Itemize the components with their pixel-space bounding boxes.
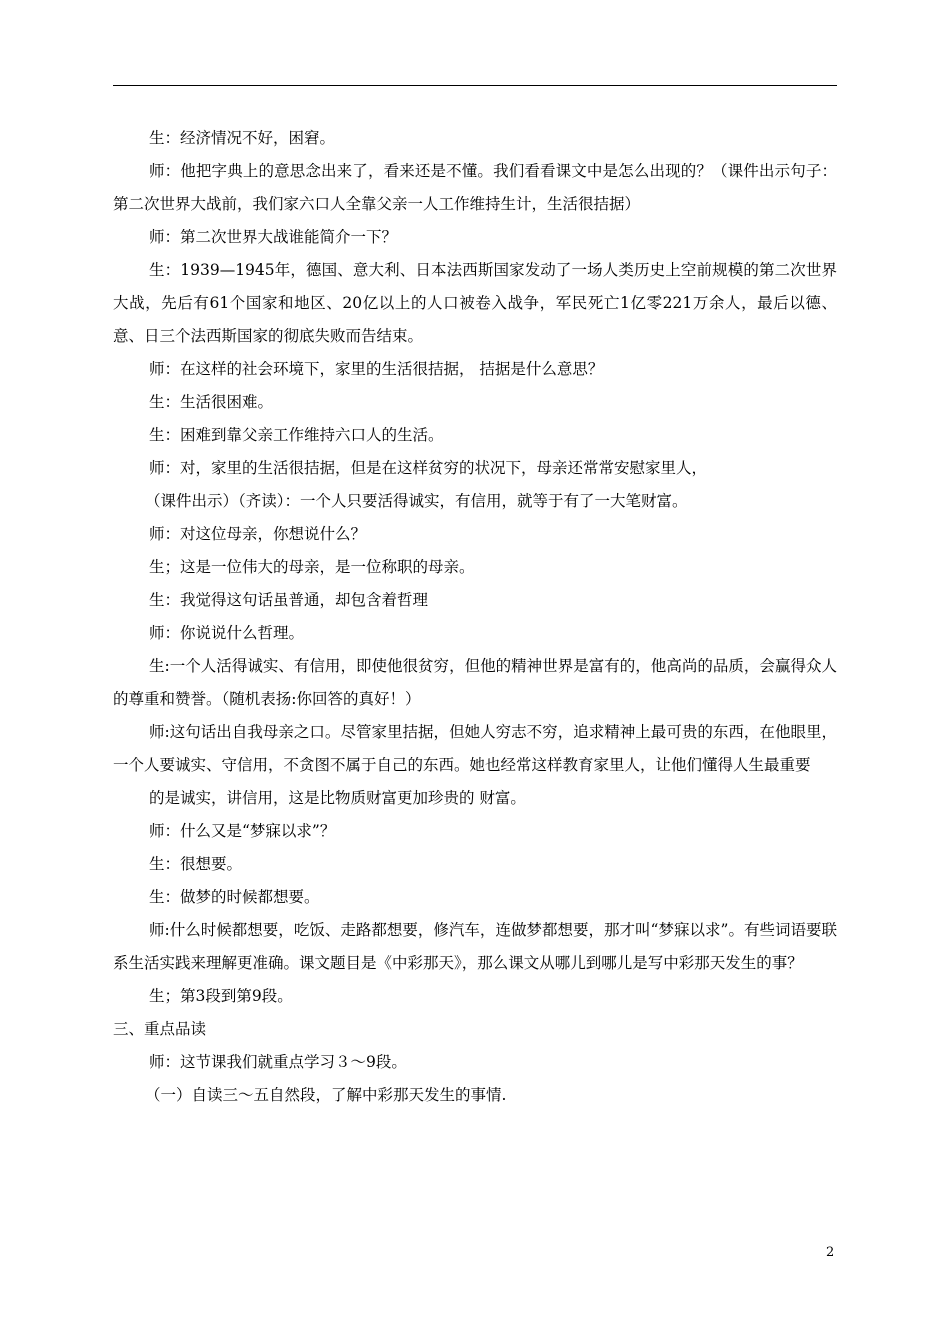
paragraph: 师：他把字典上的意思念出来了，看来还是不懂。我们看看课文中是怎么出现的？（课件出示句子：第二次世界大战前，我们家六口人全靠父亲一人工作维持生计，生活很拮据） [113,162,837,213]
paragraph: 生：很想要。 [149,855,243,873]
paragraph: 师:什么时候都想要，吃饭、走路都想要，修汽车，连做梦都想要，那才叫“梦寐以求”。有些词语要联系生活实践来理解更准确。课文题目是《中彩那天》，那么课文从哪儿到哪儿是写中彩那天发生的事？ [113,921,837,972]
paragraph: 师：对，家里的生活很拮据，但是在这样贫穷的状况下，母亲还常常安慰家里人， [149,459,708,477]
paragraph: 师：对这位母亲，你想说什么？ [149,525,367,543]
paragraph: （一）自读三～五自然段，了解中彩那天发生的事情. [145,1086,507,1104]
paragraph: 师：你说说什么哲理。 [149,624,305,642]
header-rule [113,85,837,86]
paragraph: 生：困难到靠父亲工作维持六口人的生活。 [149,426,444,444]
paragraph: （课件出示）（齐读）：一个人只要活得诚实，有信用，就等于有了一大笔财富。 [145,492,688,510]
paragraph: 生；这是一位伟大的母亲，是一位称职的母亲。 [149,558,475,576]
paragraph: 生：生活很困难。 [149,393,274,411]
paragraph: 生:一个人活得诚实、有信用，即使他很贫穷，但他的精神世界是富有的，他高尚的品质，会赢得众人的尊重和赞誉。（随机表扬:你回答的真好！） [113,657,837,708]
paragraph: 师：什么又是“梦寐以求”？ [149,822,336,840]
paragraph: 的是诚实，讲信用，这是比物质财富更加珍贵的 财富。 [149,789,526,807]
section-heading: 三、重点品读 [113,1020,207,1038]
paragraph: 生：经济情况不好，困窘。 [149,129,336,147]
paragraph: 师：在这样的社会环境下，家里的生活很拮据， 拮据是什么意思？ [149,360,604,378]
paragraph: 生：1939—1945年，德国、意大利、日本法西斯国家发动了一场人类历史上空前规模的第二次世界大战，先后有61个国家和地区、20亿以上的人口被卷入战争，军民死亡1亿零221万余人，最后以德、意、日三个法西斯国家的彻底失败而告结束。 [113,261,837,345]
paragraph: 师：这节课我们就重点学习３～9段。 [149,1053,407,1071]
paragraph: 生：做梦的时候都想要。 [149,888,320,906]
paragraph: 师:这句话出自我母亲之口。尽管家里拮据，但她人穷志不穷，追求精神上最可贵的东西，在他眼里，一个人要诚实、守信用，不贪图不属于自己的东西。她也经常这样教育家里人，让他们懂得人生最重要 [113,723,837,774]
document-body [113,122,837,1112]
paragraph: 生；第3段到第9段。 [149,987,293,1005]
paragraph: 生：我觉得这句话虽普通，却包含着哲理 [149,591,429,609]
paragraph: 师：第二次世界大战谁能简介一下？ [149,228,398,246]
page-number: 2 [826,1245,835,1260]
